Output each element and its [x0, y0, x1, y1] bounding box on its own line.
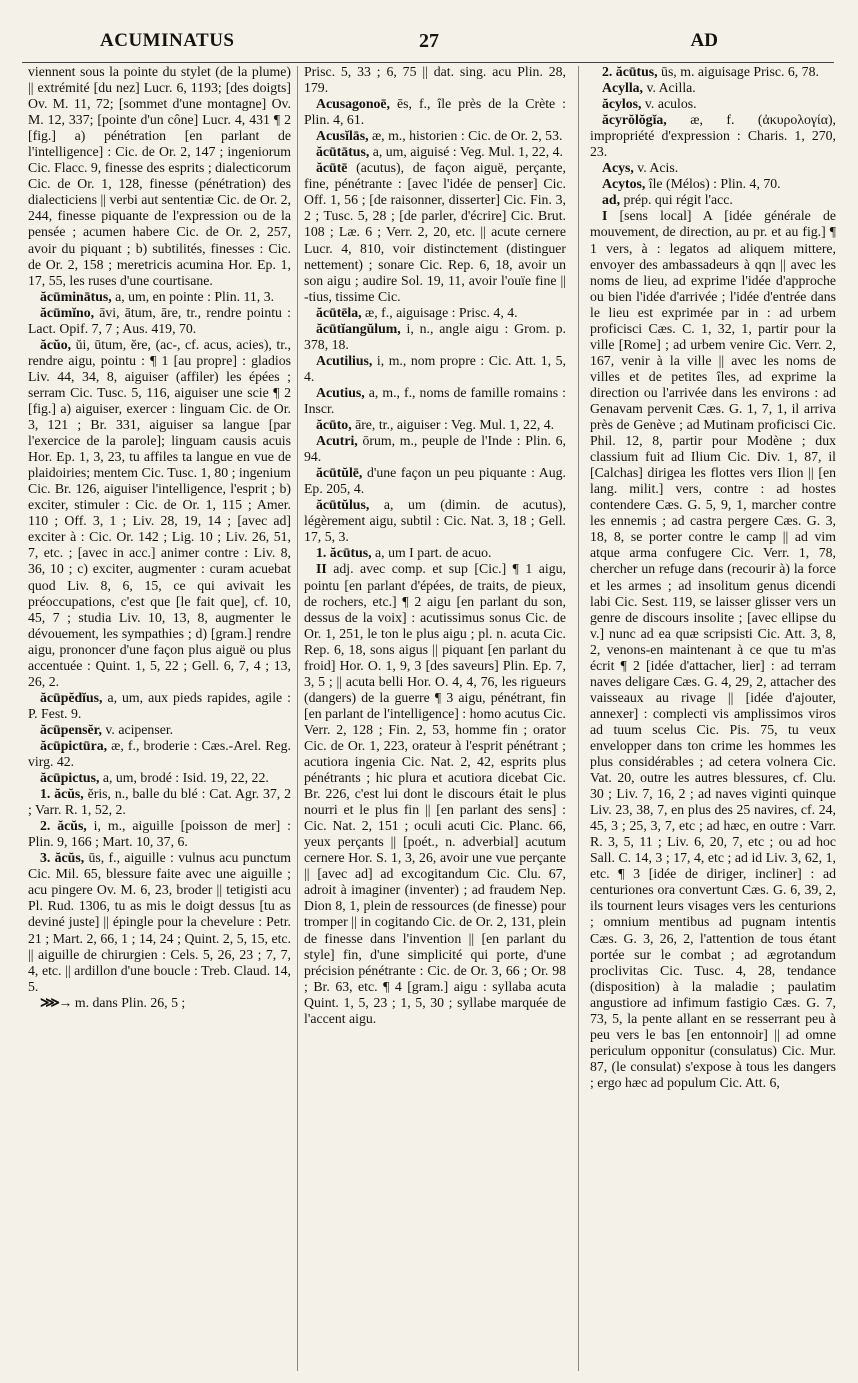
dictionary-entry: [28, 850, 291, 994]
entry-definition: ŭi, ūtum, ĕre, (ac-, cf. acus, acies), tr., rendre aigu, pointu : ¶ 1 [au propre] : gladios Liv. 44, 34, 8, aiguiser (affiler) les épées ; serram Cic. Tusc. 5, 116, aiguiser une scie ¶ 2 [fig.] a) aiguiser, exercer : linguam Cic. de Or. 3, 121 ; Br. 331, aiguiser sa langue [par l'exercice de la parole]; linguam causis acuis Hor. Ep. 1, 3, 23, tu affiles ta langue en vue de plaidoiries; mentem Cic. Tusc. 1, 80 ; ingenium Cic. Br. 126, aiguiser l'intelligence, l'esprit ; b) exciter, stimuler : Cic. de Or. 1, 115 ; Amer. 110 ; Off. 3, 1 ; Liv. 28, 19, 14 ; [avec ad] exciter à : Cic. Or. 142 ; Lig. 10 ; Liv. 26, 51, 7, etc. ; [avec in acc.] animer contre : Liv. 8, 36, 10 ; c) exciter, augmenter : curam acuebat quod Liv. 8, 6, 15, ce qui avivait les préoccupations, c'est que [le fait que], cf. 10, 45, 7 ; studia Liv. 10, 13, 8, augmenter le dévouement, les sympathies ; d) [gram.] rendre aigu, prononcer d'une façon plus aiguë ou plus accentuée : Quint. 1, 5, 22 ; Gell. 6, 7, 4 ; 13, 26, 2.: [28, 336, 291, 689]
headword: 1. ăcūtus,: [316, 545, 372, 561]
entry-definition: a, um, brodé : Isid. 19, 22, 22.: [99, 770, 269, 786]
entry-definition: æ, m., historien : Cic. de Or. 2, 53.: [368, 128, 563, 144]
entry-definition: viennent sous la pointe du stylet (de la plume) || extrémité [du nez] Lucr. 6, 1193; [des doigts] Ov. M. 11, 72; [sommet d'une montagne] Ov. M. 12, 337; [pointe d'un cône] Lucr. 4, 431 ¶ 2 [fig.] a) pénétration [en parlant de l'intelligence] : Cic. de Or. 2, 147 ; ingeniorum Cic. Flacc. 9, finesse des esprits ; dialecticorum Cic. de Or. 1, 128, finesse (pénétration) des dialecticiens || verbi aut sententiæ Cic. de Or. 2, 244, finesse piquante de l'expression ou de la pensée ; acumen habere Cic. de Or. 2, 257, avoir du piquant ; b) subtilités, finesses : Cic. de Or. 2, 158 ; meretricis acumina Hor. Ep. 1, 17, 55, les ruses d'une courtisane.: [28, 64, 291, 288]
entry-definition: a, um, aiguisé : Veg. Mul. 1, 22, 4.: [369, 144, 563, 160]
headword: 3. ăcŭs,: [40, 850, 85, 866]
headword: Acytos,: [602, 176, 646, 192]
entry-definition: ēs, f., île près de la Crète : Plin. 4, 61.: [304, 96, 566, 128]
headword: ăcūtātus,: [316, 144, 370, 160]
dictionary-entry: [304, 497, 566, 545]
entry-definition: i, m., aiguille [poisson de mer] : Plin. 9, 166 ; Mart. 10, 37, 6.: [28, 818, 291, 850]
dictionary-entry: [28, 770, 291, 786]
dictionary-entry: [304, 64, 566, 96]
entry-definition: i, m., nom propre : Cic. Att. 1, 5, 4.: [304, 352, 566, 384]
entry-definition: île (Mélos) : Plin. 4, 70.: [645, 176, 781, 192]
entry-definition: m. dans Plin. 26, 5 ;: [71, 994, 186, 1010]
headword: ăcūtŭlus,: [316, 497, 370, 513]
column-left: [28, 64, 291, 1374]
entry-definition: adj. avec comp. et sup [Cic.] ¶ 1 aigu, pointu [en parlant d'épées, de traits, de pieux, de rochers, etc.] ¶ 2 aigu [en parlant du son, dessus de la voix] : acutissimus sonus Cic. de Or. 1, 251, le ton le plus aigu ; pl. n. acuta Cic. Rep. 6, 18, sons aigus || piquant [en parlant du froid] Hor. O. 1, 9, 3 [des saveurs] Plin. Ep. 7, 3, 5 ; || acuta belli Hor. O. 4, 4, 76, les rigueurs (dangers) de la guerre ¶ 3 aigu, pénétrant, fin [en parlant de l'intelligence] : homo acutus Cic. Verr. 2, 128 ; Fin. 2, 53, homme fin ; orator Cic. de Or. 1, 223, orateur à l'esprit pénétrant ; acutiora ingenia Cic. Nat. 2, 42, esprits plus pénétrants ; hic plura et acutiora dicebat Cic. Br. 226, c'est lui dont le discours était le plus nourri et le plus fin || [en parlant des sens] : Cic. Nat. 2, 151 ; oculi acuti Cic. Planc. 66, yeux perçants || [poét., n. adverbial] acutum cernere Hor. S. 1, 3, 26, avoir une vue perçante || [avec ad] ad excogitandum Cic. Clu. 67, adroit à imaginer (inventer) ; ad fraudem Nep. Dion 8, 1, plein de ressources (de finesse) pour tromper || in cogitando Cic. de Or. 2, 131, plein de finesse dans l'invention || [en parlant du style] fin, d'une simplicité qui porte, d'une précision pénétrante : Cic. de Or. 3, 66 ; Or. 98 ; Br. 63, etc. ¶ 4 [gram.] aigu : syllaba acuta Quint. 1, 5, 23 ; 1, 5, 30 ; syllabe marquée de l'accent aigu.: [304, 561, 566, 1026]
headword: Acutilius,: [316, 352, 373, 368]
entry-definition: prép. qui régit l'acc.: [620, 192, 733, 208]
dictionary-entry: [590, 112, 836, 160]
headword: I: [602, 208, 608, 224]
headword: Acusagonoē,: [316, 96, 390, 112]
dictionary-entry: [28, 64, 291, 289]
headword: Acutri,: [316, 433, 358, 449]
dictionary-entry: [28, 786, 291, 818]
entry-definition: Prisc. 5, 33 ; 6, 75 || dat. sing. acu Plin. 28, 179.: [304, 64, 566, 96]
running-header: [0, 24, 858, 58]
headword: ăcūto,: [316, 417, 352, 433]
headword: ăcūtē: [316, 160, 348, 176]
dictionary-entry: [28, 818, 291, 850]
dictionary-entry: [304, 305, 566, 321]
headword: ăcūmĭno,: [40, 304, 95, 320]
dictionary-entry: [304, 465, 566, 497]
entry-definition: [sens local] A [idée générale de mouvement, de direction, au pr. et au fig.] ¶ 1 vers, à : legatos ad aliquem mittere, envoyer des ambassadeurs à qqn || avec les noms de lieu, ad exprime l'idée d'approche ou bien l'idée d'arrivée ; l'idée d'entrée dans le lieu est exprimée par in : ad urbem proficisci Cæs. C. 1, 32, 1, partir pour la ville [Rome] ; ad urbem venire Cic. Verr. 2, 167, venir à la ville || avec les noms de villes et de petites îles, ad exprime la direction ou l'arrivée dans les environs : ad Genavam pervenit Cæs. G. 1, 7, 1, il arriva près de Genève ; ad Mutinam proficisci Cic. Phil. 12, 8, partir pour Modène ; dux classium fuit ad Ilium Cic. Div. 1, 87, il [Calchas] dirigea les flottes vers Ilion || [en lang. milit.] vers, contre : ad hostes contendere Cæs. G. 5, 9, 1, marcher contre les ennemis ; ad castra pergere Cæs. G. 3, 18, 8, se porter contre le camp || ad vim atque arma confugere Cic. Verr. 1, 78, chercher un refuge dans (recourir à) la force et les armes ; ad insolitum genus dicendi labi Cic. Sest. 119, se laisser glisser vers un genre de discours insolite ; [avec ellipse du v.] nunc ad ea quæ scripsisti Cic. Att. 3, 8, 2, venons-en maintenant à ce que tu m'as écrit ¶ 2 [idée d'attacher, lier] : ad terram naves deligare Cæs. G. 4, 29, 2, attacher des vaisseaux au rivage || [idée d'ajouter, annexer] : complecti vis amplissimos viros ad tuum scelus Cic. Pis. 75, tu veux envelopper dans ton crime les hommes les plus considérables ; ad cetera volnera Cic. Vat. 20, outre les autres blessures, cf. Clu. 30 ; Liv. 7, 16, 2 ; ad naves viginti quinque Liv. 23, 38, 7, en plus des 25 navires, cf. 24, 45, 3 ; 25, 3, 7, etc ; ad hæc, en outre : Varr. R. 3, 5, 11 ; Liv. 6, 20, 7, etc ; ou ad hoc Sall. C. 14, 3 ; 17, 4, etc ; ad id Liv. 3, 62, 1, etc. ¶ 3 [idée de diriger, incliner] : ad centuriones ora convertunt Cæs. G. 6, 39, 2, ils tournent leurs visages vers les centurions ; omnium mentibus ad pugnam intentis Cæs. G. 3, 26, 2, l'attention de tous étant portée sur le combat ; ad ægrotandum proclivitas Cic. Tusc. 4, 28, tendance (disposition) à la maladie ; paulatim angustiore ad infimum fastigio Cæs. G. 7, 73, 5, la pente allant en se resserrant peu à peu vers le bas [en entonnoir] || ad omne periculum opponitur (consulatus) Cic. Mur. 87, (le consulat) s'expose à tous les dangers ; ergo hæc ad populum Cic. Att. 6,: [590, 208, 836, 1090]
headword: ăcūtēla,: [316, 304, 362, 320]
entry-definition: a, um, en pointe : Plin. 11, 3.: [111, 288, 275, 304]
entry-definition: ūs, m. aiguisage Prisc. 6, 78.: [657, 64, 819, 79]
dictionary-entry: [28, 995, 291, 1011]
dictionary-entry: [590, 192, 836, 208]
dictionary-entry: [304, 561, 566, 1026]
cross-reference-arrow-icon: ⋙→: [40, 994, 72, 1010]
dictionary-entry: [590, 176, 836, 192]
entry-definition: ōrum, m., peuple de l'Inde : Plin. 6, 94.: [304, 433, 566, 465]
entry-definition: v. Acilla.: [643, 80, 696, 96]
dictionary-entry: [304, 128, 566, 144]
dictionary-entry: [28, 337, 291, 690]
headword: ăcūminātus,: [40, 288, 112, 304]
entry-definition: d'une façon un peu piquante : Aug. Ep. 205, 4.: [304, 465, 566, 497]
headword: ăcylos,: [602, 96, 642, 112]
entry-definition: a, um I part. de acuo.: [371, 545, 492, 561]
headword: ăcūtĭangŭlum,: [316, 320, 401, 336]
entry-definition: a, m., f., noms de famille romains : Inscr.: [304, 384, 566, 416]
dictionary-entry: [590, 208, 836, 1091]
entry-definition: v. aculos.: [641, 96, 697, 112]
dictionary-entry: [590, 96, 836, 112]
entry-definition: āre, tr., aiguiser : Veg. Mul. 1, 22, 4.: [351, 417, 555, 433]
dictionary-entry: [28, 289, 291, 305]
headword: ăcūpensĕr,: [40, 721, 102, 737]
headword: ad,: [602, 192, 621, 208]
headword: 1. ăcŭs,: [40, 786, 84, 802]
column-divider: [578, 66, 579, 1371]
dictionary-entry: [304, 353, 566, 385]
dictionary-entry: [304, 160, 566, 304]
dictionary-entry: [28, 690, 291, 722]
dictionary-entry: [304, 417, 566, 433]
entry-definition: v. Acis.: [633, 160, 679, 176]
dictionary-entry: [28, 722, 291, 738]
headword: Acylla,: [602, 80, 643, 96]
headword: 2. ăcŭs,: [40, 818, 87, 834]
entry-definition: æ, f. (ἀκυρολογία), impropriété d'expression : Charis. 1, 270, 23.: [590, 112, 836, 160]
headword: Acusĭlās,: [316, 128, 369, 144]
entry-definition: (acutus), de façon aiguë, perçante, fine, pénétrante : [avec l'idée de penser] Cic. Off. 1, 56 ; [de raisonner, disserter] Cic. Fin. 3, 2 ; Tusc. 5, 28 ; [de parler, d'écrire] Cic. Brut. 108 ; Læ. 6 ; Verr. 2, 20, etc. || acute cernere Lucr. 4, 810, voir distinctement (distinguer nettement) ; sonare Cic. Rep. 6, 18, avoir un son aigu ; audire Sol. 19, 11, avoir l'ouïe fine || -tius, tissime Cic.: [304, 160, 566, 304]
entry-definition: i, n., angle aigu : Grom. p. 378, 18.: [304, 320, 566, 352]
dictionary-entry: [304, 96, 566, 128]
headword: Acutius,: [316, 384, 365, 400]
entry-definition: a, um, aux pieds rapides, agile : P. Fest. 9.: [28, 689, 291, 721]
column-divider: [297, 66, 298, 1371]
page-number: 27: [419, 30, 439, 52]
headword: ăcūpictūra,: [40, 737, 108, 753]
header-first-word: ACUMINATUS: [100, 30, 235, 51]
dictionary-entry: [304, 385, 566, 417]
dictionary-entry: [304, 321, 566, 353]
dictionary-entry: [590, 160, 836, 176]
dictionary-entry: [590, 64, 836, 80]
entry-definition: ĕris, n., balle du blé : Cat. Agr. 37, 2 ; Varr. R. 1, 52, 2.: [28, 786, 291, 818]
entry-definition: ūs, f., aiguille : vulnus acu punctum Cic. Mil. 65, blessure faite avec une aiguille ; acu pingere Ov. M. 6, 23, broder || tetigisti acu Pl. Rud. 1306, tu as mis le doigt dessus [tu as deviné juste] || épingle pour la chevelure : Petr. 21 ; Mart. 2, 66, 1 ; 14, 24 ; Quint. 2, 5, 15, etc. || aiguille de chirurgien : Cels. 5, 26, 23 ; 7, 7, 4, etc. || ardillon d'une boucle : Treb. Claud. 14, 5.: [28, 850, 291, 994]
header-rule: [22, 62, 834, 63]
dictionary-entry: [28, 738, 291, 770]
column-middle: [304, 64, 566, 1374]
dictionary-entry: [304, 433, 566, 465]
headword: 2. ăcūtus,: [602, 64, 658, 79]
entry-definition: æ, f., aiguisage : Prisc. 4, 4.: [361, 304, 518, 320]
dictionary-entry: [590, 80, 836, 96]
headword: ăcūpĕdĭus,: [40, 689, 103, 705]
headword: ăcūpictus,: [40, 770, 100, 786]
entry-definition: āvi, ātum, āre, tr., rendre pointu : Lact. Opif. 7, 7 ; Aus. 419, 70.: [28, 304, 291, 336]
headword: ăcūtŭlē,: [316, 465, 363, 481]
header-last-word: AD: [690, 30, 718, 51]
column-right: [590, 64, 836, 1374]
headword: Acys,: [602, 160, 634, 176]
headword: ăcyrŏlŏgĭa,: [602, 112, 667, 128]
headword: II: [316, 561, 327, 577]
entry-definition: a, um (dimin. de acutus), légèrement aigu, subtil : Cic. Nat. 3, 18 ; Gell. 17, 5, 3.: [304, 497, 566, 545]
dictionary-entry: [28, 305, 291, 337]
dictionary-entry: [304, 545, 566, 561]
headword: ăcŭo,: [40, 336, 72, 352]
dictionary-entry: [304, 144, 566, 160]
entry-definition: æ, f., broderie : Cæs.-Arel. Reg. virg. 42.: [28, 737, 291, 770]
entry-definition: v. acipenser.: [101, 721, 174, 737]
